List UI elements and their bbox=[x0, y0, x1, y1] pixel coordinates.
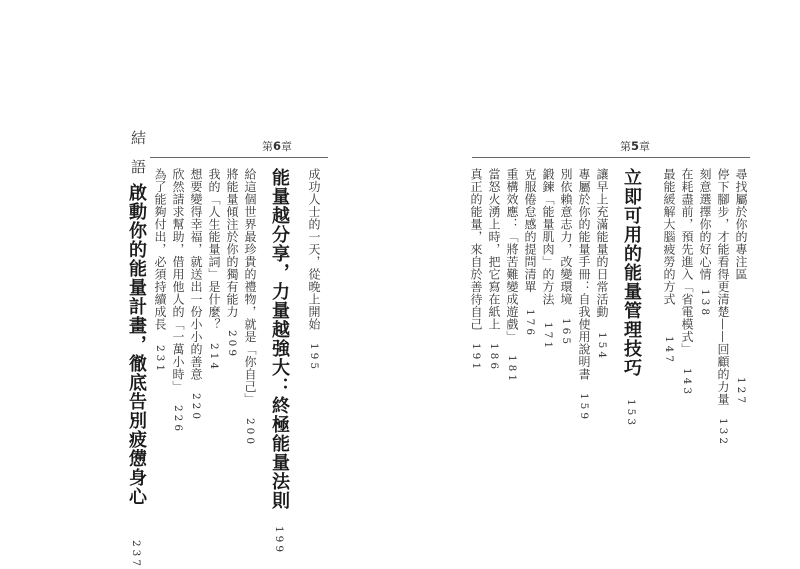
toc-entry: 我的「人生能量詞」是什麼？214 bbox=[207, 168, 221, 372]
toc-entry: 讓早上充滿能量的日常活動154 bbox=[595, 168, 609, 362]
toc-entry: 重構效應：「將苦難變成遊戲」181 bbox=[505, 168, 519, 385]
toc-entry: 想要變得幸福，就送出一份小小的善意220 bbox=[189, 168, 203, 422]
toc-entry: 成功人士的一天，從晚上開始195 bbox=[307, 168, 321, 372]
toc-entry: 欣然請求幫助，借用他人的「一萬小時」226 bbox=[171, 168, 185, 435]
toc-entry: 真正的能量，來自於善待自己191 bbox=[469, 168, 483, 372]
chapter-5-title: 立即可用的能量管理技巧153 bbox=[621, 168, 642, 429]
toc-entry: 克服倦怠感的提問清單176 bbox=[523, 168, 537, 339]
conclusion-label: 結語 bbox=[129, 130, 147, 174]
chapter-6-label: 第6章 bbox=[262, 139, 293, 153]
toc-entry: 別依賴意志力，改變環境165 bbox=[559, 168, 573, 347]
toc-entry: 刻意選擇你的好心情138 bbox=[698, 168, 712, 318]
chapter-5-rule bbox=[472, 157, 750, 158]
toc-entry: 尋找屬於你的專注區127 bbox=[734, 168, 748, 406]
toc-entry: 在耗盡前，預先進入「省電模式」143 bbox=[680, 168, 694, 397]
toc-entry: 鍛鍊「能量肌肉」的方法171 bbox=[541, 168, 555, 351]
chapter-5-label: 第5章 bbox=[620, 139, 651, 153]
toc-entry: 最能緩解大腦疲勞的方式147 bbox=[662, 168, 676, 365]
chapter-6-rule bbox=[150, 157, 328, 158]
toc-entry: 給這個世界最珍貴的禮物，就是「你自己」200 bbox=[243, 168, 257, 447]
toc-entry: 當怒火湧上時，把它寫在紙上186 bbox=[487, 168, 501, 372]
chapter-6-title: 能量越分享，力量越強大：終極能量法則199 bbox=[269, 168, 290, 556]
conclusion-title: 啟動你的能量計畫，徹底告別疲憊身心237 bbox=[126, 183, 147, 569]
toc-entry: 將能量傾注於你的獨有能力209 bbox=[225, 168, 239, 360]
toc-entry: 專屬於你的能量手冊：自我使用說明書159 bbox=[577, 168, 591, 422]
toc-entry: 為了能夠付出，必須持續成長231 bbox=[153, 168, 167, 374]
toc-entry: 停下腳步，才能看得更清楚——回顧的力量132 bbox=[716, 168, 730, 447]
